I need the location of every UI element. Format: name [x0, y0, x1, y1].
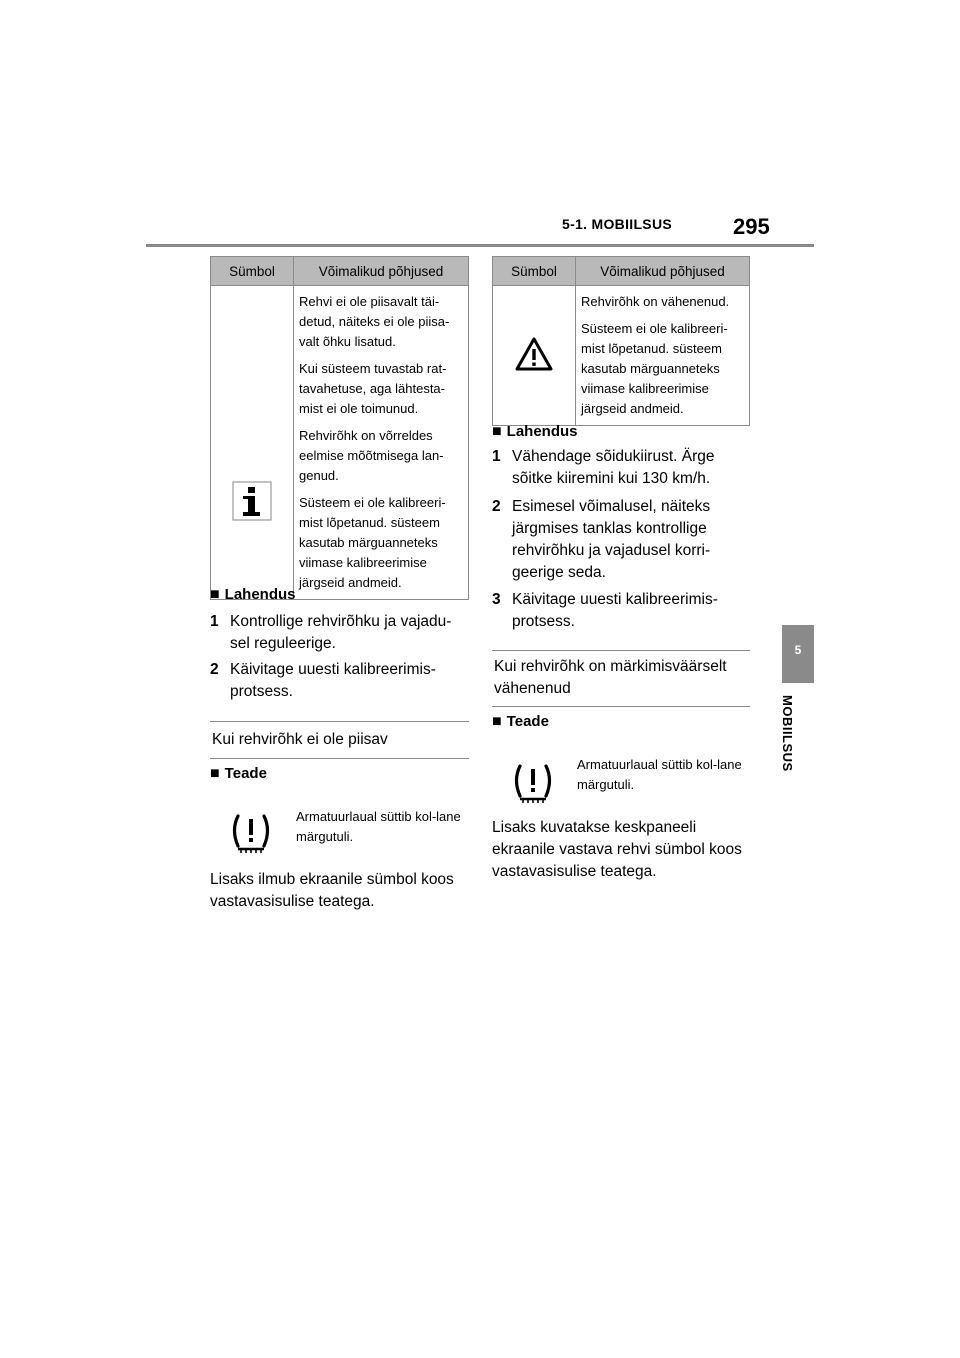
step-text: Käivitage uuesti kalibreerimis-protsess. — [512, 591, 718, 630]
page-number: 295 — [733, 214, 770, 239]
reason-text: Süsteem ei ole kalibreeri-mist lõpetanud. süsteem kasutab märguanneteks viimase kalibreerimise järgseid andmeid. — [299, 495, 446, 590]
left-box-title: Kui rehvirõhk ei ole piisav — [212, 731, 388, 748]
left-message-heading: ■ Teade — [210, 765, 267, 782]
header-rule — [146, 244, 814, 247]
square-bullet-icon: ■ — [210, 765, 220, 782]
step-number: 1 — [492, 448, 501, 465]
right-step-1 — [492, 446, 754, 490]
square-bullet-icon: ■ — [492, 423, 502, 440]
step-text: Kontrollige rehvirõhku ja vajadu-sel reguleerige. — [230, 613, 452, 652]
reasons-cell — [576, 286, 750, 426]
reason-text: Süsteem ei ole kalibreeri-mist lõpetanud. süsteem kasutab märguanneteks viimase kalibreerimise järgseid andmeid. — [581, 321, 728, 416]
box-top-rule — [210, 721, 469, 722]
section-title: 5-1. MOBIILSUS — [562, 216, 672, 232]
step-text: Vähendage sõidukiirust. Ärge sõitke kiiremini kui 130 km/h. — [512, 448, 715, 487]
left-solution-heading: ■ Lahendus — [210, 586, 296, 603]
chapter-number: 5 — [794, 643, 802, 657]
right-step-2 — [492, 496, 754, 584]
reason-text: Rehvirõhk on vähenenud. — [581, 294, 730, 309]
reason-text: Rehvirõhk on võrreldes eelmise mõõtmisega lan-genud. — [299, 428, 444, 483]
right-message-paragraph: Lisaks kuvatakse keskpaneeli ekraanile vastava rehvi sümbol koos vastavasisulise teatega. — [492, 819, 742, 880]
step-text: Käivitage uuesti kalibreerimis-protsess. — [230, 661, 436, 700]
box-top-rule — [492, 650, 750, 651]
symbol-cell — [493, 286, 576, 426]
box-bottom-rule — [492, 706, 750, 707]
step-number: 2 — [492, 498, 501, 515]
right-solution-heading: ■ Lahendus — [492, 423, 578, 440]
right-box-title: Kui rehvirõhk on märkimisväärselt vähenenud — [494, 658, 727, 697]
reasons-column-header: Võimalikud põhjused — [294, 257, 469, 286]
reason-text: Rehvi ei ole piisavalt täi-detud, näiteks ei ole piisa-valt õhku lisatud. — [299, 294, 450, 349]
left-symbol-table — [210, 256, 469, 600]
tire-pressure-warning-icon — [229, 812, 273, 859]
left-message-paragraph: Lisaks ilmub ekraanile sümbol koos vastavasisulise teatega. — [210, 871, 454, 910]
left-message-note: Armatuurlaual süttib kol-lane märgutuli. — [296, 809, 461, 844]
box-bottom-rule — [210, 758, 469, 759]
right-message-note: Armatuurlaual süttib kol-lane märgutuli. — [577, 757, 742, 792]
warning-triangle-icon — [514, 336, 554, 375]
step-number: 2 — [210, 661, 219, 678]
right-step-3 — [492, 589, 754, 633]
reasons-column-header: Võimalikud põhjused — [576, 257, 750, 286]
right-symbol-table — [492, 256, 750, 426]
symbol-cell — [211, 286, 294, 600]
square-bullet-icon: ■ — [210, 586, 220, 603]
tire-pressure-warning-icon — [511, 762, 555, 809]
reasons-cell — [294, 286, 469, 600]
reason-text: Kui süsteem tuvastab rat-tavahetuse, aga lähtesta-mist ei ole toimunud. — [299, 361, 447, 416]
step-number: 1 — [210, 613, 219, 630]
right-message-heading: ■ Teade — [492, 713, 549, 730]
chapter-label: MOBIILSUS — [780, 695, 795, 772]
step-number: 3 — [492, 591, 501, 608]
left-step-2 — [210, 659, 470, 703]
symbol-column-header: Sümbol — [493, 257, 576, 286]
step-text: Esimesel võimalusel, näiteks järgmises tanklas kontrollige rehvirõhku ja vajadusel korri-geerige seda. — [512, 498, 711, 581]
square-bullet-icon: ■ — [492, 713, 502, 730]
symbol-column-header: Sümbol — [211, 257, 294, 286]
left-step-1 — [210, 611, 470, 655]
info-i-icon — [232, 481, 272, 524]
